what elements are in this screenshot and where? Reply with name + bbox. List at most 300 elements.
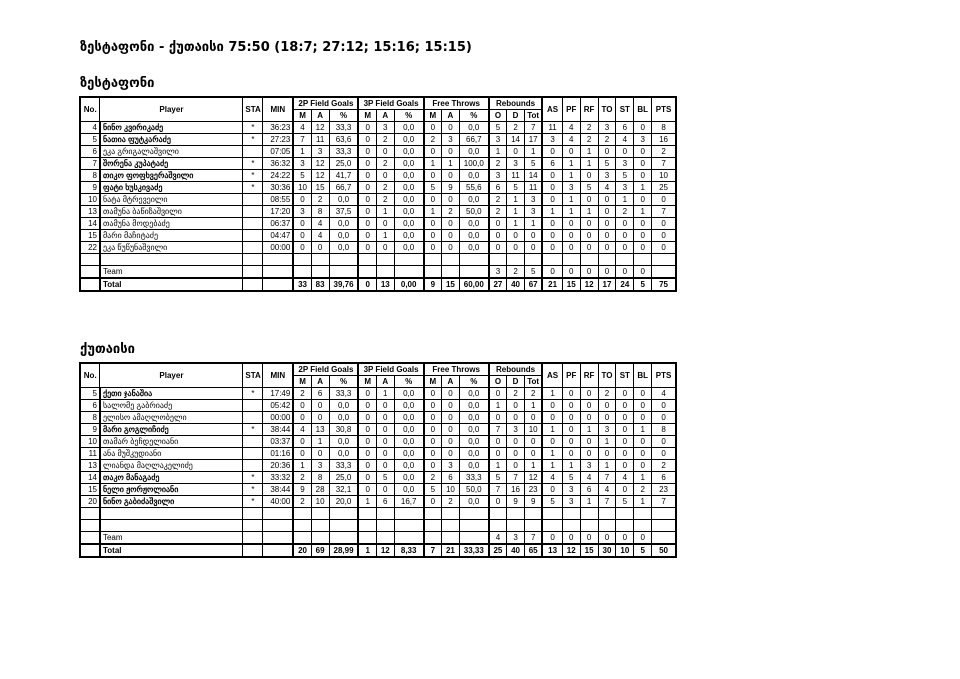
- header-bl: BL: [634, 97, 652, 122]
- stat-rf: 5: [580, 182, 598, 194]
- stat-p3: 0,0: [394, 134, 423, 146]
- stat-pts: 0: [652, 230, 676, 242]
- stat-to: 0: [598, 218, 616, 230]
- stat-tot: 3: [524, 194, 542, 206]
- stat-af: 0: [441, 218, 459, 230]
- total-stat-pf: 33,33: [459, 544, 488, 557]
- stat-af: 0: [441, 194, 459, 206]
- stat-p2: 0,0: [329, 242, 358, 254]
- player-name: ნატა მტრევეილი: [100, 194, 243, 206]
- subheader-a: A: [441, 376, 459, 388]
- subheader-m: M: [293, 110, 311, 122]
- team-stat-af: [441, 266, 459, 279]
- stat-d: 2: [507, 388, 525, 400]
- stat-o: 0: [489, 412, 507, 424]
- player-name: ქეთი ჯანაშია: [100, 388, 243, 400]
- stat-pf: 100,0: [459, 158, 488, 170]
- stat-p2: 0,0: [329, 218, 358, 230]
- stat-m3: 0: [358, 206, 376, 218]
- total-stat-pf: 12: [562, 544, 580, 557]
- player-number: 9: [80, 424, 100, 436]
- subheader-m: M: [293, 376, 311, 388]
- player-row: [80, 484, 676, 496]
- stat-to: 3: [598, 122, 616, 134]
- stat-bl: 0: [634, 242, 652, 254]
- stat-a2: 2: [311, 194, 329, 206]
- stat-tot: 1: [524, 218, 542, 230]
- stat-rf: 0: [580, 412, 598, 424]
- stat-pts: 8: [652, 122, 676, 134]
- stat-bl: 0: [634, 146, 652, 158]
- player-row: [80, 146, 676, 158]
- stat-bl: 0: [634, 388, 652, 400]
- stat-to: 2: [598, 388, 616, 400]
- stat-tot: 23: [524, 484, 542, 496]
- minutes: 08:55: [263, 194, 293, 206]
- stat-a2: 4: [311, 230, 329, 242]
- stat-d: 0: [507, 436, 525, 448]
- stat-to: 0: [598, 230, 616, 242]
- player-name: ელისო ამაღლობელი: [100, 412, 243, 424]
- team-stat-m3: [358, 532, 376, 545]
- empty-cell: [424, 508, 442, 520]
- home-stats-table: [79, 96, 677, 292]
- team-stat-mf: [424, 266, 442, 279]
- empty-cell: [616, 254, 634, 266]
- team-row: [80, 532, 676, 545]
- stat-mf: 0: [424, 496, 442, 508]
- team-stat-bl: 0: [634, 532, 652, 545]
- empty-cell: [634, 508, 652, 520]
- team-stat-o: 4: [489, 532, 507, 545]
- stat-as: 0: [542, 436, 562, 448]
- stat-rf: 4: [580, 472, 598, 484]
- stat-m2: 1: [293, 146, 311, 158]
- stat-pf: 50,0: [459, 484, 488, 496]
- empty-cell: [80, 254, 100, 266]
- stat-bl: 0: [634, 230, 652, 242]
- stat-d: 1: [507, 194, 525, 206]
- stat-as: 1: [542, 448, 562, 460]
- stat-to: 5: [598, 158, 616, 170]
- stat-pf: 1: [562, 170, 580, 182]
- player-name: ლიანდა მაღლაკელიძე: [100, 460, 243, 472]
- team-stat-mf: [424, 532, 442, 545]
- stat-bl: 0: [634, 170, 652, 182]
- stat-pf: 0,0: [459, 448, 488, 460]
- stat-tot: 7: [524, 122, 542, 134]
- total-row-min: [263, 278, 293, 291]
- stat-pf: 0: [562, 388, 580, 400]
- stat-pts: 0: [652, 448, 676, 460]
- stat-as: 5: [542, 496, 562, 508]
- subheader-tot: Tot: [524, 110, 542, 122]
- stat-pts: 7: [652, 158, 676, 170]
- stat-pf: 0,0: [459, 400, 488, 412]
- stat-af: 3: [441, 134, 459, 146]
- empty-cell: [634, 254, 652, 266]
- stat-as: 0: [542, 484, 562, 496]
- stat-pf: 0: [562, 400, 580, 412]
- stat-pf: 33,3: [459, 472, 488, 484]
- stat-bl: 0: [634, 400, 652, 412]
- stat-a3: 2: [376, 158, 394, 170]
- stat-o: 0: [489, 218, 507, 230]
- stat-pf: 50,0: [459, 206, 488, 218]
- player-name: თაკო მანაგაძე: [100, 472, 243, 484]
- subheader-pct: %: [459, 110, 488, 122]
- empty-cell: [243, 254, 263, 266]
- stat-m3: 0: [358, 460, 376, 472]
- stat-m3: 0: [358, 472, 376, 484]
- header-min: MIN: [263, 363, 293, 388]
- stat-st: 0: [616, 388, 634, 400]
- total-stat-af: 15: [441, 278, 459, 291]
- player-number: 9: [80, 182, 100, 194]
- team-stat-p3: [394, 266, 423, 279]
- stat-mf: 1: [424, 206, 442, 218]
- player-row: [80, 496, 676, 508]
- stat-pts: 23: [652, 484, 676, 496]
- stat-tot: 5: [524, 158, 542, 170]
- stat-pf: 0,0: [459, 170, 488, 182]
- stat-to: 0: [598, 194, 616, 206]
- subheader-pct: %: [329, 376, 358, 388]
- starter-mark: [243, 242, 263, 254]
- player-number: 15: [80, 230, 100, 242]
- player-row: [80, 158, 676, 170]
- header-to: TO: [598, 97, 616, 122]
- total-stat-to: 17: [598, 278, 616, 291]
- minutes: 17:49: [263, 388, 293, 400]
- stat-bl: 1: [634, 472, 652, 484]
- starter-mark: [243, 218, 263, 230]
- empty-cell: [652, 508, 676, 520]
- stat-m2: 3: [293, 206, 311, 218]
- stat-mf: 0: [424, 448, 442, 460]
- player-name: მარი მაჩიტაძე: [100, 230, 243, 242]
- player-row: [80, 122, 676, 134]
- empty-row: [80, 520, 676, 532]
- stat-pf: 5: [562, 472, 580, 484]
- stat-to: 2: [598, 134, 616, 146]
- stat-p3: 0,0: [394, 146, 423, 158]
- player-row: [80, 170, 676, 182]
- team-stat-tot: 5: [524, 266, 542, 279]
- stat-a3: 0: [376, 218, 394, 230]
- stat-pf: 1: [562, 460, 580, 472]
- total-stat-p2: 28,99: [329, 544, 358, 557]
- player-number: 8: [80, 412, 100, 424]
- stat-to: 0: [598, 448, 616, 460]
- player-number: 13: [80, 460, 100, 472]
- stat-d: 1: [507, 206, 525, 218]
- header-fg3: 3P Field Goals: [358, 97, 423, 110]
- header-pf: PF: [562, 97, 580, 122]
- player-row: [80, 182, 676, 194]
- stat-af: 3: [441, 460, 459, 472]
- empty-cell: [358, 520, 376, 532]
- team-stat-st: 0: [616, 266, 634, 279]
- stat-mf: 0: [424, 388, 442, 400]
- stat-to: 3: [598, 424, 616, 436]
- empty-cell: [376, 508, 394, 520]
- minutes: 27:23: [263, 134, 293, 146]
- starter-mark: *: [243, 122, 263, 134]
- stat-to: 0: [598, 412, 616, 424]
- stat-mf: 1: [424, 158, 442, 170]
- stat-p3: 0,0: [394, 242, 423, 254]
- stat-rf: 0: [580, 448, 598, 460]
- empty-cell: [376, 254, 394, 266]
- stat-rf: 1: [580, 496, 598, 508]
- player-row: [80, 230, 676, 242]
- empty-cell: [394, 508, 423, 520]
- stat-bl: 3: [634, 134, 652, 146]
- total-stat-rf: 15: [580, 544, 598, 557]
- stat-a3: 0: [376, 460, 394, 472]
- empty-cell: [243, 520, 263, 532]
- stat-d: 1: [507, 218, 525, 230]
- stat-m3: 0: [358, 424, 376, 436]
- stat-rf: 1: [580, 424, 598, 436]
- empty-cell: [311, 508, 329, 520]
- team-stat-a2: [311, 266, 329, 279]
- header-bl: BL: [634, 363, 652, 388]
- stat-p2: 0,0: [329, 448, 358, 460]
- player-name: ანა მუშკუდიანი: [100, 448, 243, 460]
- total-stat-p2: 39,76: [329, 278, 358, 291]
- stat-a2: 12: [311, 122, 329, 134]
- stat-p2: 0,0: [329, 194, 358, 206]
- minutes: 00:00: [263, 412, 293, 424]
- stat-pf: 0: [562, 424, 580, 436]
- stat-st: 5: [616, 496, 634, 508]
- stat-m3: 0: [358, 194, 376, 206]
- stat-pf: 0,0: [459, 496, 488, 508]
- player-number: 14: [80, 218, 100, 230]
- stat-d: 14: [507, 134, 525, 146]
- stat-pts: 0: [652, 242, 676, 254]
- starter-mark: [243, 194, 263, 206]
- header-fg3: 3P Field Goals: [358, 363, 423, 376]
- player-number: 15: [80, 484, 100, 496]
- stat-d: 16: [507, 484, 525, 496]
- stat-p3: 0,0: [394, 388, 423, 400]
- stat-as: 0: [542, 170, 562, 182]
- minutes: 40:00: [263, 496, 293, 508]
- stat-m2: 0: [293, 230, 311, 242]
- stat-pf: 0: [562, 412, 580, 424]
- stat-a3: 1: [376, 230, 394, 242]
- team-row-label: Team: [100, 532, 243, 545]
- stat-af: 0: [441, 230, 459, 242]
- stat-bl: 0: [634, 448, 652, 460]
- stat-af: 0: [441, 388, 459, 400]
- stat-m3: 0: [358, 134, 376, 146]
- starter-mark: [243, 460, 263, 472]
- stat-af: 0: [441, 122, 459, 134]
- stat-m2: 9: [293, 484, 311, 496]
- stat-tot: 1: [524, 146, 542, 158]
- stat-rf: 1: [580, 158, 598, 170]
- minutes: 07:05: [263, 146, 293, 158]
- empty-cell: [598, 508, 616, 520]
- total-stat-d: 40: [507, 544, 525, 557]
- total-stat-pts: 75: [652, 278, 676, 291]
- team-stat-a2: [311, 532, 329, 545]
- subheader-d: D: [507, 376, 525, 388]
- stat-d: 9: [507, 496, 525, 508]
- stat-bl: 2: [634, 484, 652, 496]
- player-number: 11: [80, 448, 100, 460]
- stat-as: 0: [542, 194, 562, 206]
- empty-cell: [263, 508, 293, 520]
- stat-tot: 0: [524, 230, 542, 242]
- stat-af: 0: [441, 400, 459, 412]
- player-number: 22: [80, 242, 100, 254]
- empty-cell: [329, 508, 358, 520]
- empty-cell: [293, 508, 311, 520]
- minutes: 24:22: [263, 170, 293, 182]
- stat-tot: 12: [524, 472, 542, 484]
- team-stat-pf: 0: [562, 532, 580, 545]
- stat-a2: 0: [311, 400, 329, 412]
- stat-as: 0: [542, 182, 562, 194]
- stat-a3: 0: [376, 170, 394, 182]
- stat-st: 1: [616, 194, 634, 206]
- stat-as: 0: [542, 400, 562, 412]
- stat-o: 2: [489, 206, 507, 218]
- header-min: MIN: [263, 97, 293, 122]
- starter-mark: *: [243, 484, 263, 496]
- stat-p3: 0,0: [394, 158, 423, 170]
- team-row-label: Team: [100, 266, 243, 279]
- stat-m3: 0: [358, 388, 376, 400]
- stat-rf: 1: [580, 146, 598, 158]
- stat-p3: 0,0: [394, 436, 423, 448]
- player-number: 7: [80, 158, 100, 170]
- stat-af: 1: [441, 158, 459, 170]
- stat-pf: 1: [562, 194, 580, 206]
- team-stat-tot: 7: [524, 532, 542, 545]
- player-name: თიკო ფოფხვერაშვილი: [100, 170, 243, 182]
- stat-pts: 6: [652, 472, 676, 484]
- stat-o: 2: [489, 158, 507, 170]
- stat-pts: 0: [652, 194, 676, 206]
- stat-as: 0: [542, 230, 562, 242]
- stat-st: 2: [616, 206, 634, 218]
- total-row: [80, 544, 676, 557]
- stat-o: 6: [489, 182, 507, 194]
- total-stat-a3: 12: [376, 544, 394, 557]
- stat-o: 0: [489, 242, 507, 254]
- total-stat-pf: 15: [562, 278, 580, 291]
- stat-a2: 0: [311, 242, 329, 254]
- stat-d: 0: [507, 242, 525, 254]
- stat-as: 0: [542, 412, 562, 424]
- stat-m3: 0: [358, 412, 376, 424]
- team-stat-as: 0: [542, 532, 562, 545]
- empty-cell: [489, 520, 507, 532]
- team-stat-rf: 0: [580, 266, 598, 279]
- stat-pts: 10: [652, 170, 676, 182]
- total-stat-mf: 7: [424, 544, 442, 557]
- stat-o: 3: [489, 134, 507, 146]
- stat-p3: 0,0: [394, 460, 423, 472]
- starter-mark: [243, 448, 263, 460]
- stat-m2: 0: [293, 242, 311, 254]
- player-row: [80, 194, 676, 206]
- stat-pts: 7: [652, 496, 676, 508]
- stat-as: 4: [542, 472, 562, 484]
- stat-mf: 0: [424, 242, 442, 254]
- empty-cell: [459, 254, 488, 266]
- team-stat-rf: 0: [580, 532, 598, 545]
- empty-cell: [358, 254, 376, 266]
- stat-mf: 5: [424, 182, 442, 194]
- stat-p3: 0,0: [394, 206, 423, 218]
- starter-mark: *: [243, 182, 263, 194]
- empty-cell: [580, 254, 598, 266]
- stat-p2: 20,0: [329, 496, 358, 508]
- stat-m2: 2: [293, 496, 311, 508]
- stat-a3: 1: [376, 206, 394, 218]
- team-stat-st: 0: [616, 532, 634, 545]
- player-row: [80, 400, 676, 412]
- total-stat-p3: 8,33: [394, 544, 423, 557]
- stat-o: 1: [489, 400, 507, 412]
- stat-d: 0: [507, 400, 525, 412]
- empty-cell: [263, 254, 293, 266]
- stat-rf: 0: [580, 436, 598, 448]
- team-stat-as: 0: [542, 266, 562, 279]
- stat-as: 1: [542, 424, 562, 436]
- stat-af: 2: [441, 206, 459, 218]
- stat-o: 5: [489, 122, 507, 134]
- total-stat-d: 40: [507, 278, 525, 291]
- total-row-min: [263, 544, 293, 557]
- stat-mf: 0: [424, 460, 442, 472]
- stat-p2: 63,6: [329, 134, 358, 146]
- stat-rf: 0: [580, 194, 598, 206]
- stat-st: 0: [616, 424, 634, 436]
- player-name: ეკა წუწუნაშვილი: [100, 242, 243, 254]
- subheader-m: M: [358, 376, 376, 388]
- stat-m2: 0: [293, 194, 311, 206]
- player-number: 10: [80, 194, 100, 206]
- stat-as: 1: [542, 460, 562, 472]
- stat-a2: 0: [311, 412, 329, 424]
- stat-p3: 0,0: [394, 170, 423, 182]
- starter-mark: [243, 146, 263, 158]
- stat-to: 4: [598, 182, 616, 194]
- total-row-label: Total: [100, 278, 243, 291]
- stat-p2: 30,8: [329, 424, 358, 436]
- stat-mf: 2: [424, 134, 442, 146]
- empty-cell: [542, 254, 562, 266]
- stat-mf: 0: [424, 400, 442, 412]
- total-stat-pf: 60,00: [459, 278, 488, 291]
- stat-a3: 0: [376, 484, 394, 496]
- stat-tot: 3: [524, 206, 542, 218]
- stat-p2: 0,0: [329, 230, 358, 242]
- stat-d: 0: [507, 146, 525, 158]
- stat-m2: 7: [293, 134, 311, 146]
- stat-a3: 0: [376, 424, 394, 436]
- stat-p2: 0,0: [329, 412, 358, 424]
- stat-a2: 1: [311, 436, 329, 448]
